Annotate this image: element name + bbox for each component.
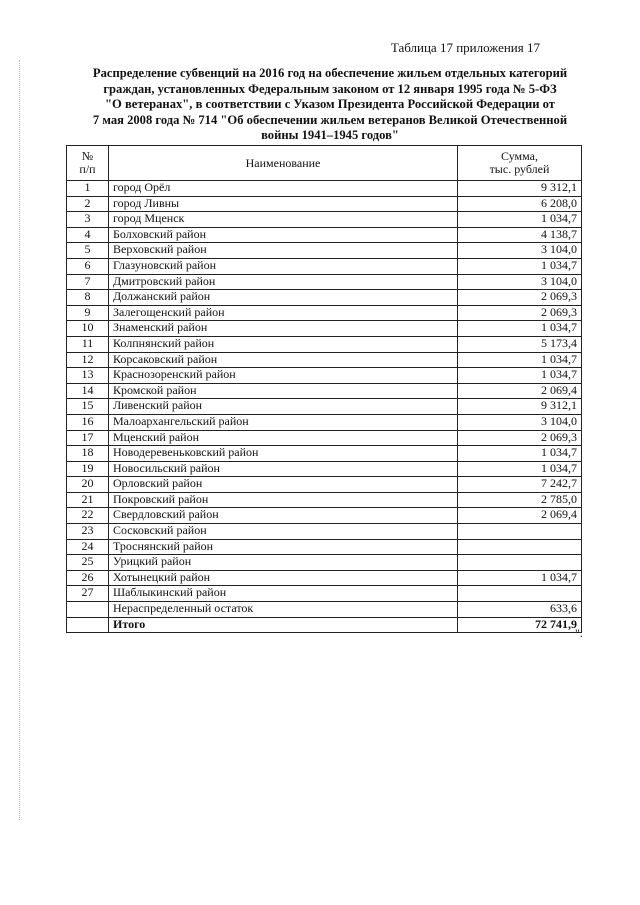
title-line: Распределение субвенций на 2016 год на обеспечение жильем отдельных категорий [92,66,568,80]
table-row [67,586,582,602]
row-name: Знаменский район [109,321,458,337]
row-sum: 5 173,4 [458,336,582,352]
row-name: Урицкий район [109,555,458,571]
row-sum: 1 034,7 [458,352,582,368]
row-sum: 6 208,0 [458,196,582,212]
document-title [60,66,600,144]
table-row [67,477,582,493]
table-header-row [67,146,582,181]
row-number: 25 [67,555,109,571]
remainder-number-cell [67,602,109,618]
table-row [67,492,582,508]
row-sum: 2 069,3 [458,305,582,321]
table-row [67,570,582,586]
table-row [67,305,582,321]
row-sum [458,539,582,555]
row-sum: 1 034,7 [458,368,582,384]
table-row [67,508,582,524]
table-row [67,414,582,430]
row-sum: 3 104,0 [458,414,582,430]
total-name: Итого [109,617,458,633]
table-row [67,368,582,384]
row-sum: 9 312,1 [458,181,582,197]
row-sum: 4 138,7 [458,227,582,243]
subsidy-table [66,145,582,633]
row-name: Мценский район [109,430,458,446]
row-name: город Орёл [109,181,458,197]
row-sum [458,524,582,540]
row-name: Шаблыкинский район [109,586,458,602]
row-sum: 1 034,7 [458,321,582,337]
row-sum: 1 034,7 [458,461,582,477]
row-name: Кромской район [109,383,458,399]
table-row [67,539,582,555]
margin-line [19,60,20,820]
row-number: 6 [67,258,109,274]
row-name: Должанский район [109,290,458,306]
row-sum: 1 034,7 [458,258,582,274]
row-number: 8 [67,290,109,306]
table-row [67,243,582,259]
row-number: 19 [67,461,109,477]
row-name: Верховский район [109,243,458,259]
row-name: город Ливны [109,196,458,212]
title-line: 7 мая 2008 года № 714 "Об обеспечении жильем ветеранов Великой Отечественной [92,112,568,127]
row-sum: 1 034,7 [458,446,582,462]
row-name: Хотынецкий район [109,570,458,586]
table-row [67,446,582,462]
row-sum: 9 312,1 [458,399,582,415]
table-row [67,555,582,571]
row-name: Ливенский район [109,399,458,415]
closing-quote: ". [575,626,583,640]
row-sum [458,586,582,602]
row-name: Краснозоренский район [109,368,458,384]
row-name: Свердловский район [109,508,458,524]
row-name: Сосковский район [109,524,458,540]
row-sum: 2 069,3 [458,430,582,446]
table-row [67,290,582,306]
row-name: Корсаковский район [109,352,458,368]
row-number: 17 [67,430,109,446]
table-row [67,227,582,243]
row-number: 5 [67,243,109,259]
row-number: 7 [67,274,109,290]
row-name: Малоархангельский район [109,414,458,430]
header-number-line1: № [81,149,94,163]
remainder-sum: 633,6 [458,602,582,618]
row-name: Дмитровский район [109,274,458,290]
header-name: Наименование [109,146,458,181]
row-sum: 2 785,0 [458,492,582,508]
table-row [67,352,582,368]
row-number: 26 [67,570,109,586]
row-name: Покровский район [109,492,458,508]
row-number: 10 [67,321,109,337]
row-number: 12 [67,352,109,368]
row-number: 18 [67,446,109,462]
row-sum: 1 034,7 [458,212,582,228]
row-number: 13 [67,368,109,384]
remainder-row [67,602,582,618]
row-sum: 7 242,7 [458,477,582,493]
table-row [67,181,582,197]
table-row [67,430,582,446]
row-name: Колпнянский район [109,336,458,352]
header-sum-line1: Сумма, [501,149,538,163]
row-number: 21 [67,492,109,508]
row-number: 14 [67,383,109,399]
row-name: Залегощенский район [109,305,458,321]
remainder-name: Нераспределенный остаток [109,602,458,618]
table-row [67,196,582,212]
table-row [67,212,582,228]
row-sum: 2 069,3 [458,290,582,306]
row-sum: 2 069,4 [458,508,582,524]
row-sum: 1 034,7 [458,570,582,586]
row-number: 3 [67,212,109,228]
row-name: город Мценск [109,212,458,228]
row-number: 15 [67,399,109,415]
row-name: Орловский район [109,477,458,493]
total-number-cell [67,617,109,633]
row-number: 22 [67,508,109,524]
row-number: 24 [67,539,109,555]
row-sum: 2 069,4 [458,383,582,399]
header-number-line2: п/п [79,162,96,176]
row-name: Новодеревеньковский район [109,446,458,462]
row-sum: 3 104,0 [458,243,582,259]
table-row [67,321,582,337]
header-sum [458,146,582,181]
row-number: 2 [67,196,109,212]
table-row [67,336,582,352]
title-line: войны 1941–1945 годов" [261,128,399,143]
row-name: Болховский район [109,227,458,243]
total-row [67,617,582,633]
row-name: Глазуновский район [109,258,458,274]
table-row [67,258,582,274]
header-sum-line2: тыс. рублей [489,162,550,176]
table-row [67,383,582,399]
row-number: 27 [67,586,109,602]
row-number: 16 [67,414,109,430]
row-number: 20 [67,477,109,493]
table-row [67,399,582,415]
row-number: 9 [67,305,109,321]
title-line: "О ветеранах", в соответствии с Указом Президента Российской Федерации от [105,97,555,112]
header-number [67,146,109,181]
title-line: граждан, установленных Федеральным законом от 12 января 1995 года № 5-ФЗ [103,81,557,96]
row-sum [458,555,582,571]
table-row [67,524,582,540]
row-number: 4 [67,227,109,243]
row-number: 1 [67,181,109,197]
row-sum: 3 104,0 [458,274,582,290]
total-sum: 72 741,9 [458,617,582,633]
table-row [67,461,582,477]
row-number: 11 [67,336,109,352]
row-number: 23 [67,524,109,540]
table-row [67,274,582,290]
row-name: Троснянский район [109,539,458,555]
row-name: Новосильский район [109,461,458,477]
table-reference: Таблица 17 приложения 17 [390,40,540,55]
